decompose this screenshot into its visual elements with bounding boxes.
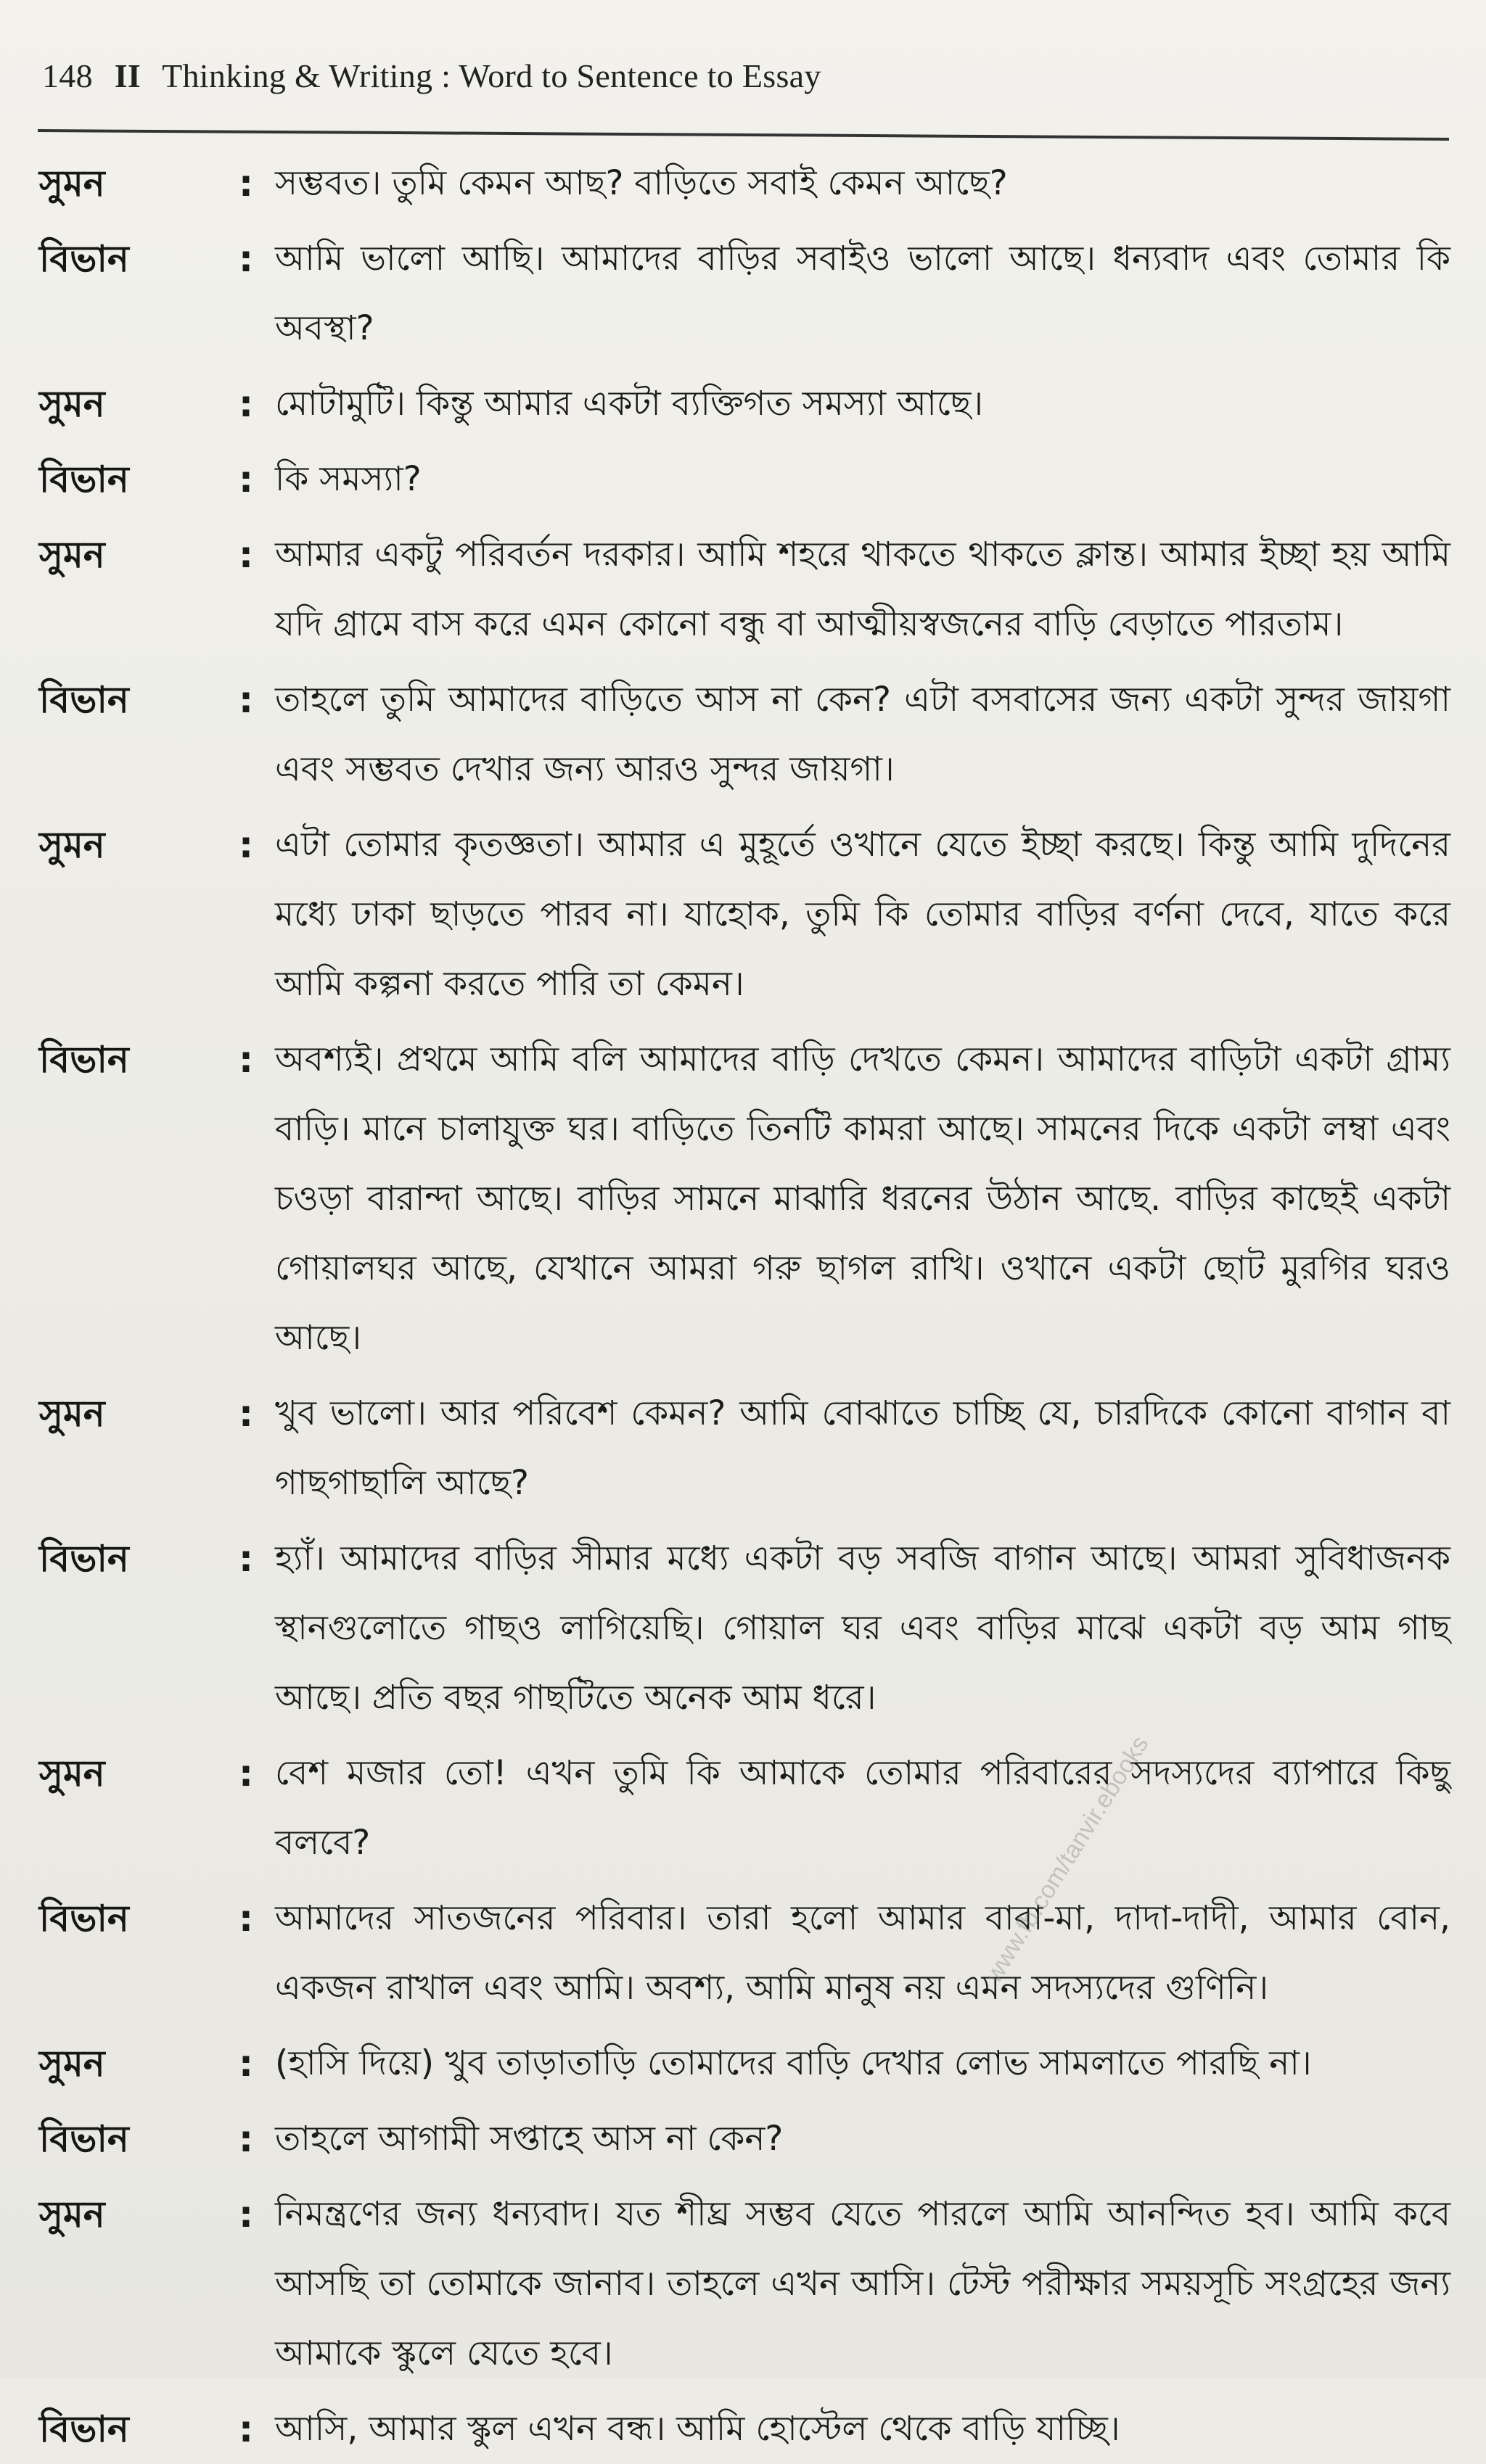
dialogue-text: কি সমস্যা? — [275, 459, 422, 499]
dialogue-line — [39, 1025, 1450, 1373]
colon: : — [239, 534, 253, 576]
book-title: Thinking & Writing : Word to Sentence to Essay — [162, 57, 821, 94]
dialogue-text: আমাদের সাতজনের পরিবার। তারা হলো আমার বাবা-মা, দাদা-দাদী, আমার বোন, একজন রাখাল এবং আমি। অবশ্য, আমি মানুষ নয় এমন সদস্যদের গুণিনি। — [275, 1898, 1450, 2008]
speaker-name: সুমন — [39, 534, 105, 576]
speaker-name: বিভান — [39, 679, 129, 721]
dialogue-text: আমার একটু পরিবর্তন দরকার। আমি শহরে থাকতে থাকতে ক্লান্ত। আমার ইচ্ছা হয় আমি যদি গ্রামে বাস করে এমন কোনো বন্ধু বা আত্মীয়স্বজনের বাড়ি বেড়াতে পারতাম। — [275, 535, 1450, 644]
dialogue-line — [39, 810, 1450, 1019]
dialogue-text: তাহলে তুমি আমাদের বাড়িতে আস না কেন? এটা বসবাসের জন্য একটা সুন্দর জায়গা এবং সম্ভবত দেখার জন্য আরও সুন্দর জায়গা। — [275, 680, 1450, 789]
colon: : — [239, 679, 253, 721]
colon: : — [239, 824, 253, 866]
header-rule — [38, 129, 1449, 141]
dialogue-line — [39, 2104, 1450, 2174]
colon: : — [239, 2408, 253, 2450]
dialogue-line — [39, 665, 1450, 804]
dialogue-text: এটা তোমার কৃতজ্ঞতা। আমার এ মুহূর্তে ওখানে যেতে ইচ্ছা করছে। কিন্তু আমি দুদিনের মধ্যে ঢাকা ছাড়তে পারব না। যাহোক, তুমি কি তোমার বাড়ির বর্ণনা দেবে, যাতে করে আমি কল্পনা করতে পারি তা কেমন। — [275, 825, 1450, 1004]
dialogue-line — [39, 1379, 1450, 1518]
speaker-name: বিভান — [39, 1538, 129, 1580]
speaker-name: বিভান — [39, 238, 129, 280]
speaker-name: সুমন — [39, 162, 105, 205]
colon: : — [239, 458, 253, 500]
dialogue-text: হ্যাঁ। আমাদের বাড়ির সীমার মধ্যে একটা বড় সবজি বাগান আছে। আমরা সুবিধাজনক স্থানগুলোতে গাছও লাগিয়েছি। গোয়াল ঘর এবং বাড়ির মাঝে একটা বড় আম গাছ আছে। প্রতি বছর গাছটিতে অনেক আম ধরে। — [275, 1538, 1450, 1718]
speaker-name: সুমন — [39, 1752, 105, 1795]
colon: : — [239, 162, 253, 205]
dialogue-text: সম্ভবত। তুমি কেমন আছ? বাড়িতে সবাই কেমন আছে? — [275, 163, 1008, 203]
dialogue-line — [39, 2029, 1450, 2098]
dialogue-line — [39, 369, 1450, 439]
speaker-name: বিভান — [39, 2408, 129, 2450]
dialogue-line — [39, 1739, 1450, 1878]
dialogue-text: অবশ্যই। প্রথমে আমি বলি আমাদের বাড়ি দেখতে কেমন। আমাদের বাড়িটা একটা গ্রাম্য বাড়ি। মানে চালাযুক্ত ঘর। বাড়িতে তিনটি কামরা আছে। সামনের দিকে একটা লম্বা এবং চওড়া বারান্দা আছে। বাড়ির সামনে মাঝারি ধরনের উঠান আছে. বাড়ির কাছেই একটা গোয়ালঘর আছে, যেখানে আমরা গরু ছাগল রাখি। ওখানে একটা ছোট মুরগির ঘরও আছে। — [275, 1039, 1450, 1358]
colon: : — [239, 1752, 253, 1795]
dialogue-line — [39, 1524, 1450, 1733]
speaker-name: সুমন — [39, 1393, 105, 1435]
dialogue-text: আমি ভালো আছি। আমাদের বাড়ির সবাইও ভালো আছে। ধন্যবাদ এবং তোমার কি অবস্থা? — [275, 239, 1450, 348]
dialogue-text: আসি, আমার স্কুল এখন বন্ধ। আমি হোস্টেল থেকে বাড়ি যাচ্ছি। — [275, 2409, 1120, 2449]
colon: : — [239, 1898, 253, 1940]
speaker-name: বিভান — [39, 2118, 129, 2160]
dialogue-line — [39, 149, 1450, 218]
speaker-name: সুমন — [39, 383, 105, 425]
colon: : — [239, 383, 253, 425]
speaker-name: বিভান — [39, 1898, 129, 1940]
dialogue-line — [39, 1884, 1450, 2023]
dialogue-line — [39, 520, 1450, 659]
header-separator: II — [114, 57, 141, 94]
dialogue-text: তাহলে আগামী সপ্তাহে আস না কেন? — [275, 2119, 784, 2159]
colon: : — [239, 1393, 253, 1435]
dialogue-line — [39, 224, 1450, 363]
speaker-name: বিভান — [39, 1039, 129, 1081]
dialogue-text: (হাসি দিয়ে) খুব তাড়াতাড়ি তোমাদের বাড়ি দেখার লোভ সামলাতে পারছি না। — [275, 2043, 1312, 2083]
colon: : — [239, 1039, 253, 1081]
dialogue-text: বেশ মজার তো! এখন তুমি কি আমাকে তোমার পরিবারের সদস্যদের ব্যাপারে কিছু বলবে? — [275, 1753, 1450, 1863]
colon: : — [239, 2043, 253, 2085]
speaker-name: বিভান — [39, 458, 129, 500]
colon: : — [239, 1538, 253, 1580]
page-number: 148 — [42, 57, 93, 94]
speaker-name: সুমন — [39, 2193, 105, 2236]
page-header — [42, 57, 821, 95]
dialogue — [39, 149, 1450, 2464]
colon: : — [239, 238, 253, 280]
colon: : — [239, 2118, 253, 2160]
dialogue-line — [39, 2394, 1450, 2464]
dialogue-line — [39, 445, 1450, 514]
dialogue-line — [39, 2180, 1450, 2389]
dialogue-text: মোটামুটি। কিন্তু আমার একটা ব্যক্তিগত সমস্যা আছে। — [275, 384, 984, 424]
speaker-name: সুমন — [39, 824, 105, 866]
dialogue-text: খুব ভালো। আর পরিবেশ কেমন? আমি বোঝাতে চাচ্ছি যে, চারদিকে কোনো বাগান বা গাছগাছালি আছে? — [275, 1393, 1450, 1503]
dialogue-text: নিমন্ত্রণের জন্য ধন্যবাদ। যত শীঘ্র সম্ভব যেতে পারলে আমি আনন্দিত হব। আমি কবে আসছি তা তোমাকে জানাব। তাহলে এখন আসি। টেস্ট পরীক্ষার সময়সূচি সংগ্রহের জন্য আমাকে স্কুলে যেতে হবে। — [275, 2194, 1450, 2373]
speaker-name: সুমন — [39, 2043, 105, 2085]
colon: : — [239, 2193, 253, 2236]
watermark: www.fb.com/tanvir.ebooks — [980, 1731, 1154, 1988]
